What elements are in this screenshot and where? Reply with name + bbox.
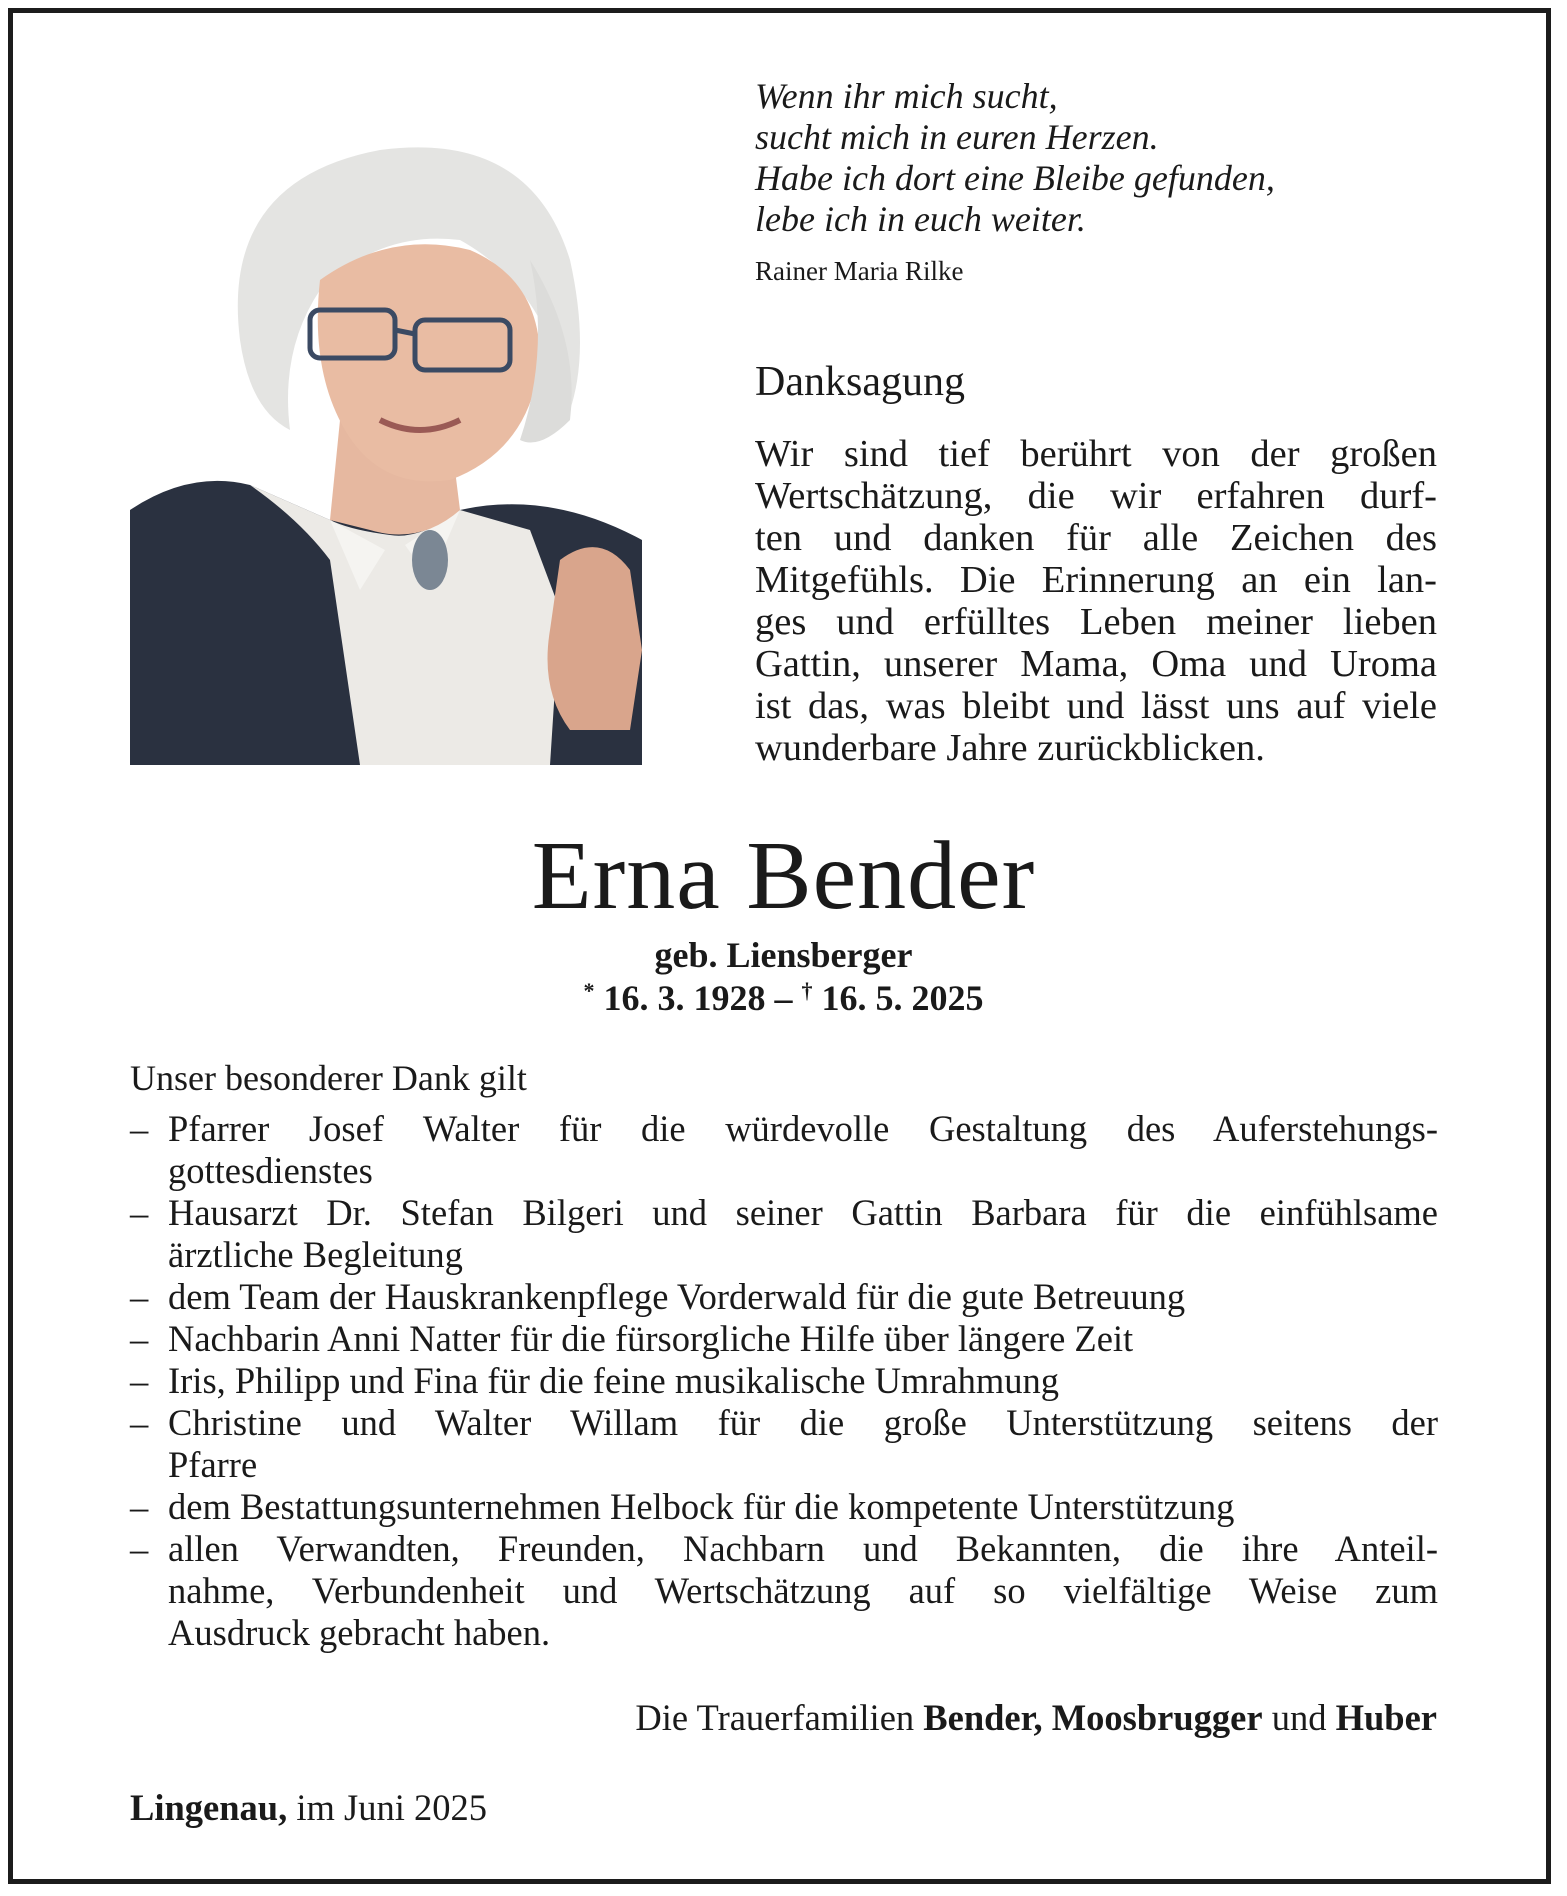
dash-bullet: – xyxy=(130,1402,149,1443)
poem-line: sucht mich in euren Herzen. xyxy=(755,117,1159,157)
intro-line: Gattin, unserer Mama, Oma und Uroma xyxy=(755,643,1437,685)
family-name-last: Huber xyxy=(1335,1697,1437,1738)
intro-line: Mitgefühls. Die Erinnerung an ein lan- xyxy=(755,559,1437,601)
poem-line: Habe ich dort eine Bleibe gefunden, xyxy=(755,158,1275,198)
thanks-item xyxy=(130,1486,1438,1528)
intro-line: ist das, was bleibt und lässt uns auf viele xyxy=(755,685,1437,727)
thanks-item-line: Pfarrer Josef Walter für die würdevolle Gestaltung des Auferstehungs- xyxy=(168,1108,1438,1149)
poem xyxy=(755,76,1275,240)
families-prefix: Die Trauerfamilien xyxy=(635,1697,924,1738)
thanks-item-line: Hausarzt Dr. Stefan Bilgeri und seiner Gattin Barbara für die einfühlsame xyxy=(168,1192,1438,1233)
dash-bullet: – xyxy=(130,1276,149,1317)
dash-bullet: – xyxy=(130,1108,149,1149)
place-month: im Juni 2025 xyxy=(287,1787,487,1828)
thanks-item xyxy=(130,1360,1438,1402)
thanks-item xyxy=(130,1276,1438,1318)
death-mark: † xyxy=(801,978,813,1003)
life-dates xyxy=(0,977,1567,1019)
thanks-item-line: gottesdienstes xyxy=(168,1150,373,1191)
thanks-item-line: allen Verwandten, Freunden, Nachbarn und Bekannten, die ihre Anteil- xyxy=(168,1528,1438,1569)
intro-line: ten und danken für alle Zeichen des xyxy=(755,517,1437,559)
thanks-item-line: Nachbarin Anni Natter für die fürsorgliche Hilfe über längere Zeit xyxy=(168,1318,1134,1359)
family-names: Bender, Moosbrugger xyxy=(923,1697,1263,1738)
deceased-name: Erna Bender xyxy=(531,822,1036,930)
place-date xyxy=(130,1786,487,1829)
thanks-list xyxy=(130,1108,1438,1654)
intro-line: Wertschätzung, die wir erfahren durf- xyxy=(755,475,1437,517)
place-town: Lingenau, xyxy=(130,1787,288,1828)
thanks-item xyxy=(130,1528,1438,1654)
intro-line: Wir sind tief berührt von der großen xyxy=(755,433,1437,475)
intro-text xyxy=(755,433,1437,769)
poem-line: Wenn ihr mich sucht, xyxy=(755,76,1058,116)
thanks-item xyxy=(130,1318,1438,1360)
intro-line: wunderbare Jahre zurückblicken. xyxy=(755,727,1265,769)
thanks-item xyxy=(130,1108,1438,1192)
notice-heading: Danksagung xyxy=(755,359,965,405)
thanks-item-line: dem Bestattungsunternehmen Helbock für die kompetente Unterstützung xyxy=(168,1486,1235,1527)
poem-line: lebe ich in euch weiter. xyxy=(755,199,1086,239)
thanks-item xyxy=(130,1402,1438,1486)
thanks-intro: Unser besonderer Dank gilt xyxy=(130,1058,527,1098)
date-separator: – xyxy=(765,978,802,1018)
intro-line: ges und erfülltes Leben meiner lieben xyxy=(755,601,1437,643)
birth-date: 16. 3. 1928 xyxy=(603,978,766,1018)
thanks-item-line: dem Team der Hauskrankenpflege Vorderwald für die gute Betreuung xyxy=(168,1276,1186,1317)
thanks-item-line: Christine und Walter Willam für die große Unterstützung seitens der xyxy=(168,1402,1438,1443)
maiden-name: geb. Liensberger xyxy=(654,935,913,975)
death-date: 16. 5. 2025 xyxy=(821,978,984,1018)
family-signature xyxy=(635,1696,1437,1739)
families-joiner: und xyxy=(1262,1697,1336,1738)
thanks-item-line: nahme, Verbundenheit und Wertschätzung auf so vielfältige Weise zum xyxy=(168,1570,1438,1611)
thanks-item-line: Iris, Philipp und Fina für die feine musikalische Umrahmung xyxy=(168,1360,1060,1401)
dash-bullet: – xyxy=(130,1486,149,1527)
dash-bullet: – xyxy=(130,1360,149,1401)
dash-bullet: – xyxy=(130,1528,149,1569)
thanks-item-line: Ausdruck gebracht haben. xyxy=(168,1612,551,1653)
thanks-item-line: Pfarre xyxy=(168,1444,258,1485)
portrait-photo xyxy=(130,90,642,765)
poem-author: Rainer Maria Rilke xyxy=(755,256,964,286)
dash-bullet: – xyxy=(130,1318,149,1359)
thanks-item xyxy=(130,1192,1438,1276)
thanks-item-line: ärztliche Begleitung xyxy=(168,1234,463,1275)
dash-bullet: – xyxy=(130,1192,149,1233)
birth-mark: * xyxy=(583,978,595,1003)
